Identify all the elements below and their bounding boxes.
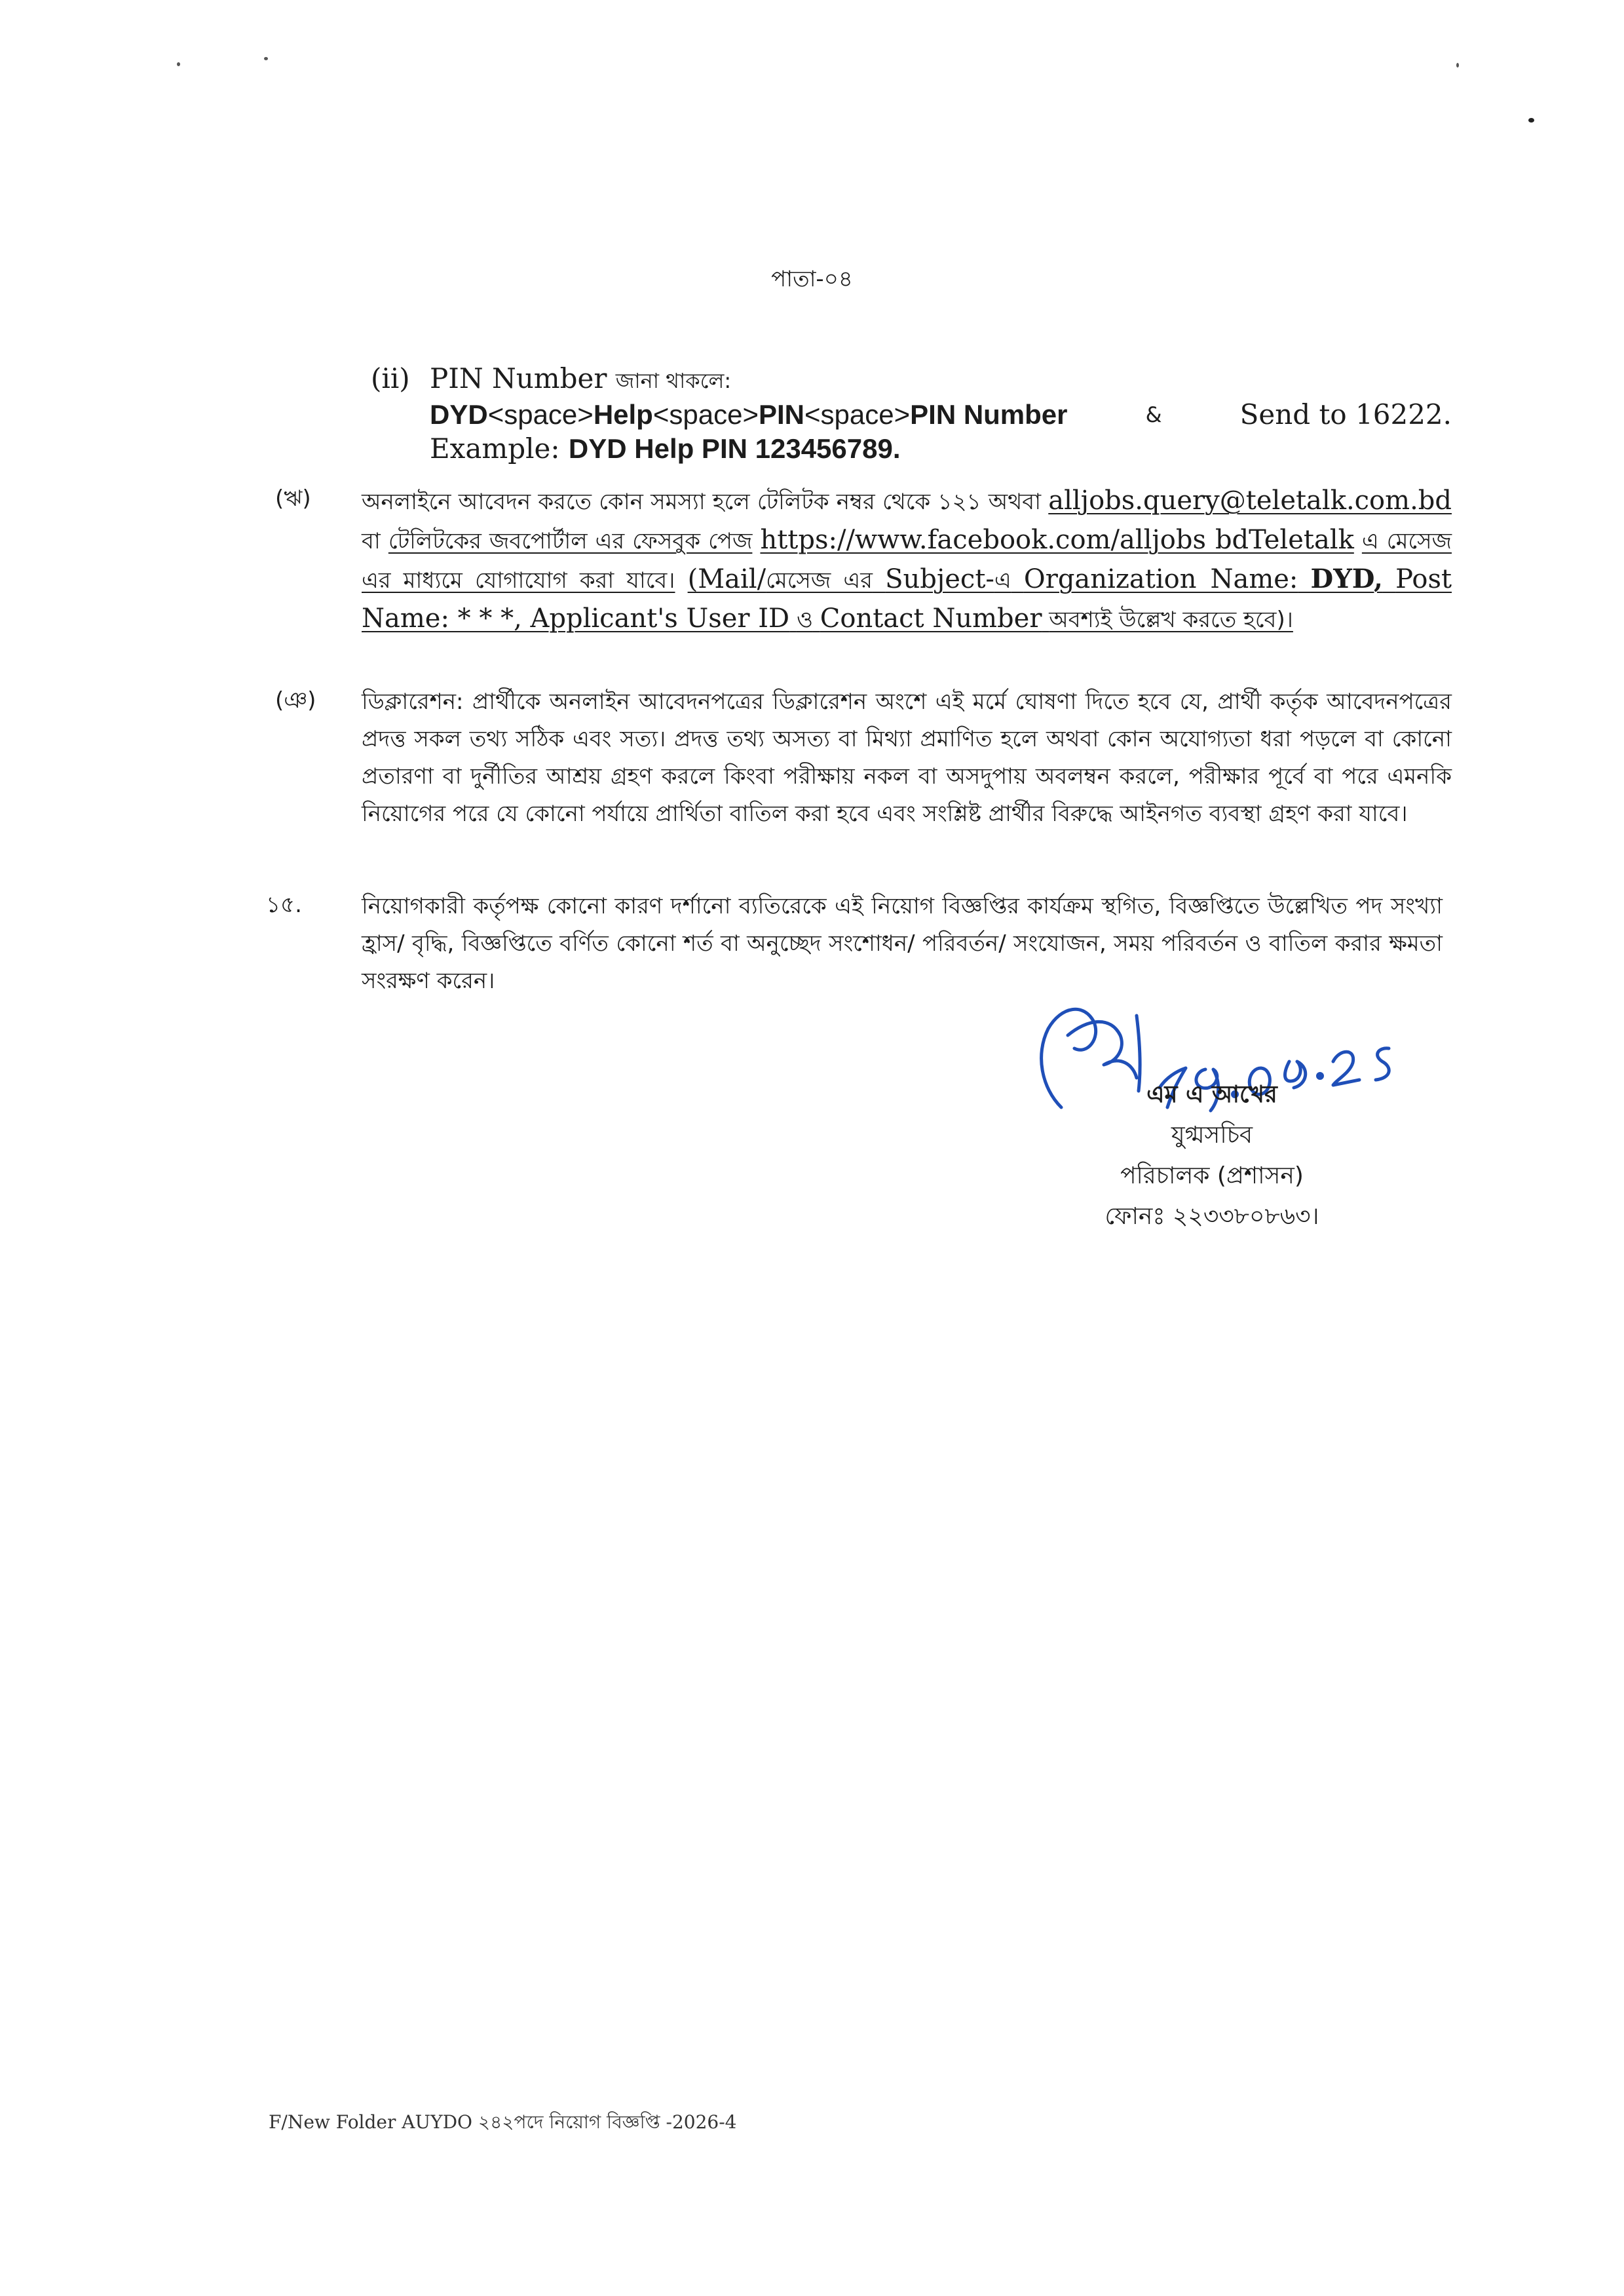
page-number: পাতা-০৪ [771, 266, 853, 292]
sms-command-line [430, 398, 1452, 432]
signatory-phone: ফোনঃ ২২৩৩৮০৮৬৩। [1105, 1203, 1319, 1230]
scan-speck [1456, 63, 1459, 67]
portal-text: টেলিটকের জবপোর্টাল এর ফেসবুক পেজ [388, 528, 753, 554]
scan-speck [177, 62, 180, 66]
facebook-page-link[interactable]: https://www.facebook.com/alljobs bdTeletalk [760, 525, 1354, 555]
signatory-name: এম এ আখের [1146, 1081, 1277, 1108]
support-email-link[interactable]: alljobs.query@teletalk.com.bd [1048, 486, 1452, 516]
pin-lead-bangla: জানা থাকলে: [615, 368, 732, 393]
contact-clause [275, 482, 1452, 639]
scan-speck [1528, 118, 1534, 123]
footer-file-reference: F/New Folder AUYDO ২৪২পদে নিয়োগ বিজ্ঞপ্তি -2026-4 [269, 2111, 737, 2133]
ampersand: & [1145, 402, 1162, 427]
pin-help-item [371, 362, 1452, 466]
declaration-text: ডিক্লারেশন: প্রার্থীকে অনলাইন আবেদনপত্রের ডিক্লারেশন অংশে এই মর্মে ঘোষণা দিতে হবে যে, প্রার্থী কর্তৃক আবেদনপত্রের প্রদত্ত সকল তথ্য সঠিক এবং সত্য। প্রদত্ত তথ্য অসত্য বা মিথ্যা প্রমাণিত হলে অথবা কোন অযোগ্যতা ধরা পড়লে বা কোনো প্রতারণা বা দুর্নীতির আশ্রয় গ্রহণ করলে কিংবা পরীক্ষায় নকল বা অসদুপায় অবলম্বন করলে, পরীক্ষার পূর্বে বা পরে এমনকি নিয়োগের পরে যে কোনো পর্যায়ে প্রার্থিতা বাতিল করা হবে এবং সংশ্লিষ্ট প্রার্থীর বিরুদ্ধে আইনগত ব্যবস্থা গ্রহণ করা যাবে। [362, 689, 1452, 827]
send-instruction: Send to 16222. [1239, 398, 1452, 430]
pin-lead-latin: PIN Number [430, 362, 607, 394]
subject-note: (Mail/মেসেজ এর Subject-এ Organization Name: DYD, Post Name: * * *, Applicant's User ID ও Contact Number অবশ্যই উল্লেখ করতে হবে)। [362, 564, 1452, 634]
signatory-block [983, 1075, 1441, 1237]
signatory-designation: যুগ্মসচিব [1171, 1122, 1253, 1149]
item-number: (ii) [371, 362, 410, 394]
example-label: Example: [430, 432, 560, 465]
declaration-clause [275, 683, 1452, 833]
clause-number: (ঞ) [275, 687, 316, 714]
contact-or: বা [362, 528, 381, 554]
clause-15-text: নিয়োগকারী কর্তৃপক্ষ কোনো কারণ দর্শানো ব্যতিরেকে এই নিয়োগ বিজ্ঞপ্তির কার্যক্রম স্থগিত, বিজ্ঞপ্তিতে উল্লেখিত পদ সংখ্যা হ্রাস/ বৃদ্ধি, বিজ্ঞপ্তিতে বর্ণিত কোনো শর্ত বা অনুচ্ছেদ সংশোধন/ পরিবর্তন/ সংযোজন, সময় পরিবর্তন ও বাতিল করার ক্ষমতা সংরক্ষণ করেন। [362, 893, 1443, 994]
example-line [430, 432, 1452, 466]
pin-lead-line [430, 362, 1452, 398]
signatory-office: পরিচালক (প্রশাসন) [1120, 1162, 1304, 1189]
contact-intro: অনলাইনে আবেদন করতে কোন সমস্যা হলে টেলিটক নম্বর থেকে ১২১ অথবা [362, 489, 1042, 515]
clause-number: (ঋ) [275, 486, 311, 512]
scan-speck [264, 57, 268, 60]
clause-number: ১৫. [266, 892, 302, 918]
sms-command: DYD<space>Help<space>PIN<space>PIN Number [430, 399, 1068, 430]
message-text: এ মেসেজ এর মাধ্যমে যোগাযোগ করা যাবে। [362, 528, 1452, 594]
example-value: DYD Help PIN 123456789. [568, 433, 901, 464]
